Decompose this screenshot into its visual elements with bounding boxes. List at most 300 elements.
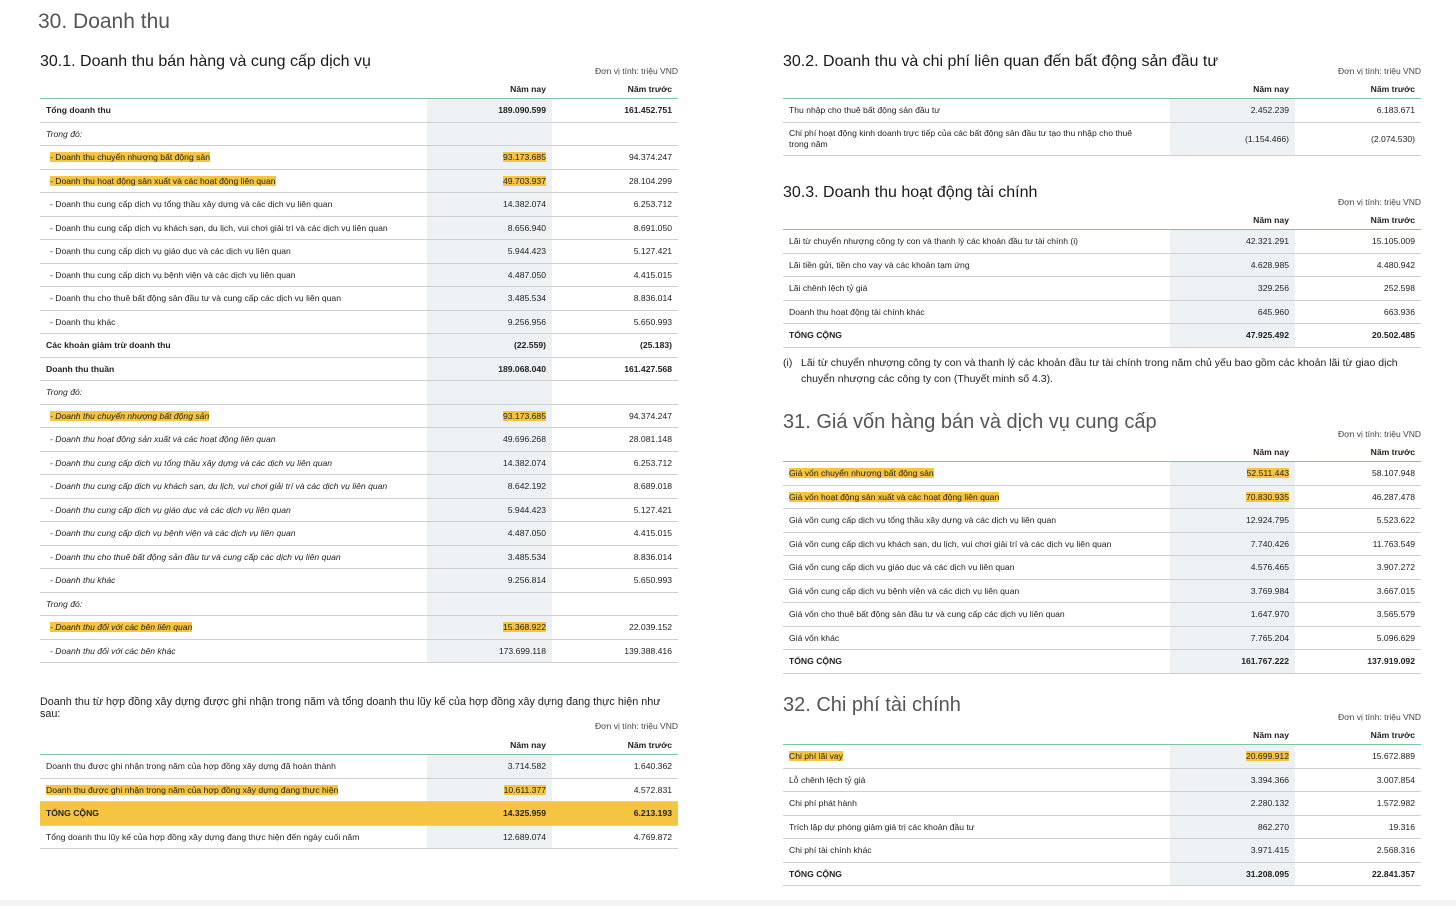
current-year-value xyxy=(427,616,552,640)
table-row xyxy=(783,768,1421,792)
row-label-text: Giá vốn hoạt động sản xuất và các hoạt động liên quan xyxy=(789,491,1000,502)
row-label-text: Doanh thu được ghi nhận trong năm của hợp đồng xây dựng đang thực hiện xyxy=(46,784,339,795)
row-label xyxy=(783,650,1170,674)
table-row xyxy=(40,99,678,123)
unit-label: Đơn vị tính: triệu VND xyxy=(1337,712,1421,722)
previous-year-value: 3.907.272 xyxy=(1295,556,1421,580)
current-year-text: 15.368.922 xyxy=(502,622,546,633)
section-31 xyxy=(783,411,1421,439)
current-year-value xyxy=(427,522,552,546)
current-year-text: 4.487.050 xyxy=(507,528,546,539)
row-label xyxy=(783,230,1170,254)
row-label xyxy=(783,745,1170,769)
current-year-text: 8.656.940 xyxy=(507,222,546,233)
previous-year-value: 2.568.316 xyxy=(1295,839,1421,863)
construction-intro: Doanh thu từ hợp đồng xây dựng được ghi nhận trong năm và tổng doanh thu lũy kế của hợp đồng xây dựng đang thực hiện như sau: xyxy=(40,696,661,720)
current-year-text: 1.647.970 xyxy=(1250,609,1289,620)
row-label xyxy=(40,357,427,381)
current-year-value xyxy=(1170,230,1295,254)
row-label xyxy=(783,324,1170,348)
current-year-value xyxy=(427,310,552,334)
table-row xyxy=(40,404,678,428)
table-row xyxy=(40,310,678,334)
current-year-text: (22.559) xyxy=(513,340,546,351)
current-year-value xyxy=(427,99,552,123)
current-year-text: 2.280.132 xyxy=(1250,798,1289,809)
table-row xyxy=(40,498,678,522)
current-year-value xyxy=(427,802,552,826)
header-label xyxy=(783,443,1170,462)
current-year-text: 7.765.204 xyxy=(1250,632,1289,643)
current-year-value xyxy=(427,825,552,849)
previous-year-value xyxy=(552,381,678,405)
previous-year-value: 5.096.629 xyxy=(1295,626,1421,650)
current-year-value xyxy=(1170,122,1295,155)
row-label xyxy=(783,485,1170,509)
current-year-text: 12.924.795 xyxy=(1245,515,1289,526)
current-year-value xyxy=(1170,324,1295,348)
current-year-value xyxy=(427,240,552,264)
current-year-text: 3.394.366 xyxy=(1250,774,1289,785)
table-row xyxy=(783,324,1421,348)
row-label-text: - Doanh thu cung cấp dịch vụ bệnh viện và các dịch vụ liên quan xyxy=(50,269,296,280)
row-label-text: Các khoản giảm trừ doanh thu xyxy=(46,340,171,351)
previous-year-value: 3.007.854 xyxy=(1295,768,1421,792)
footnote-i xyxy=(783,355,1421,387)
current-year-value xyxy=(427,639,552,663)
current-year-value xyxy=(1170,485,1295,509)
header-previous-year: Năm trước xyxy=(1295,726,1421,745)
row-label-line-1: Chi phí hoạt động kinh doanh trực tiếp của các bất động sản đầu tư tạo thu nhập cho thuê xyxy=(789,127,1133,138)
section-30-3 xyxy=(783,184,1421,207)
row-label-text: - Doanh thu cung cấp dịch vụ khách sạn, du lịch, vui chơi giải trí và các dịch vụ liên quan xyxy=(50,481,388,492)
current-year-text: 14.382.074 xyxy=(502,457,546,468)
current-year-text: 93.173.685 xyxy=(502,152,546,163)
current-year-value xyxy=(1170,277,1295,301)
row-label xyxy=(783,532,1170,556)
row-label xyxy=(783,122,1170,155)
row-label-text: TỔNG CỘNG xyxy=(789,330,842,341)
table-row xyxy=(40,522,678,546)
current-year-text: 2.452.239 xyxy=(1250,105,1289,116)
row-label-text: Tổng doanh thu lũy kế của hợp đồng xây dựng đang thực hiện đến ngày cuối năm xyxy=(46,831,360,842)
current-year-value xyxy=(427,778,552,802)
current-year-text: 52.511.443 xyxy=(1246,468,1289,479)
current-year-text: 645.960 xyxy=(1257,306,1289,317)
row-label-text: Giá vốn khác xyxy=(789,632,840,643)
current-year-text: 12.689.074 xyxy=(502,831,546,842)
current-year-value xyxy=(427,569,552,593)
current-year-value xyxy=(1170,556,1295,580)
previous-year-value: (2.074.530) xyxy=(1295,122,1421,155)
row-label xyxy=(40,263,427,287)
current-year-value xyxy=(427,357,552,381)
current-year-text: (1.154.466) xyxy=(1245,133,1289,144)
current-year-text: 3.971.415 xyxy=(1250,845,1289,856)
table-row xyxy=(783,509,1421,533)
current-year-text: 49.703.937 xyxy=(502,175,546,186)
previous-year-value: 8.836.014 xyxy=(552,545,678,569)
current-year-text: 49.696.268 xyxy=(502,434,546,445)
current-year-value xyxy=(427,193,552,217)
section-title: 30.3. Doanh thu hoạt động tài chính xyxy=(783,184,1038,201)
previous-year-value: 6.253.712 xyxy=(552,451,678,475)
row-label xyxy=(40,287,427,311)
row-label xyxy=(40,616,427,640)
section-30-2 xyxy=(783,53,1421,76)
row-label xyxy=(783,462,1170,486)
row-label xyxy=(783,99,1170,123)
table-row xyxy=(40,146,678,170)
table-row xyxy=(40,825,678,849)
previous-year-value: 663.936 xyxy=(1295,300,1421,324)
table-row xyxy=(40,616,678,640)
previous-year-value: 4.480.942 xyxy=(1295,253,1421,277)
row-label-text: - Doanh thu khác xyxy=(50,575,116,586)
previous-year-value: 1.640.362 xyxy=(552,755,678,779)
current-year-value xyxy=(1170,462,1295,486)
current-year-value xyxy=(1170,603,1295,627)
header-current-year: Năm nay xyxy=(427,736,552,755)
table-row xyxy=(40,592,678,616)
row-label-text: Trong đó: xyxy=(46,598,83,609)
row-label xyxy=(783,792,1170,816)
current-year-value xyxy=(427,404,552,428)
row-label-line-2: trong năm xyxy=(789,138,828,149)
cost-of-goods-table xyxy=(783,443,1421,674)
row-label-text: TỔNG CỘNG xyxy=(789,868,842,879)
row-label xyxy=(783,862,1170,886)
row-label-text: Trong đó: xyxy=(46,387,83,398)
table-row xyxy=(783,556,1421,580)
previous-year-value: 6.253.712 xyxy=(552,193,678,217)
current-year-text: 9.256.814 xyxy=(507,575,546,586)
header-label xyxy=(783,80,1170,99)
row-label xyxy=(40,310,427,334)
previous-year-value: 5.650.993 xyxy=(552,310,678,334)
row-label-text: - Doanh thu hoạt động sản xuất và các hoạt động liên quan xyxy=(50,434,276,445)
current-year-value xyxy=(427,146,552,170)
previous-year-value: 6.183.671 xyxy=(1295,99,1421,123)
row-label-text: - Doanh thu hoạt động sản xuất và các hoạt động liên quan xyxy=(50,175,276,186)
current-year-value xyxy=(427,545,552,569)
current-year-text: 7.740.426 xyxy=(1250,538,1289,549)
header-current-year: Năm nay xyxy=(1170,726,1295,745)
row-label xyxy=(40,475,427,499)
current-year-value xyxy=(427,451,552,475)
header-label xyxy=(40,80,427,99)
table-row xyxy=(783,603,1421,627)
current-year-text: 4.576.465 xyxy=(1250,562,1289,573)
current-year-value xyxy=(427,428,552,452)
table-row xyxy=(40,569,678,593)
table-row xyxy=(40,428,678,452)
row-label-text: Tổng doanh thu xyxy=(46,105,111,116)
current-year-value xyxy=(1170,99,1295,123)
unit-label: Đơn vị tính: triệu VND xyxy=(594,721,678,731)
row-label xyxy=(40,334,427,358)
row-label-text: - Doanh thu cung cấp dịch vụ tổng thầu xây dựng và các dịch vụ liên quan xyxy=(50,457,333,468)
row-label-text: Chi phí lãi vay xyxy=(789,751,843,762)
header-current-year: Năm nay xyxy=(427,80,552,99)
current-year-text: 9.256.956 xyxy=(507,316,546,327)
previous-year-value: 22.841.357 xyxy=(1295,862,1421,886)
table-row xyxy=(783,815,1421,839)
row-label-text: - Doanh thu cho thuê bất động sản đầu tư và cung cấp các dịch vụ liên quan xyxy=(50,293,341,304)
row-label xyxy=(783,509,1170,533)
current-year-value xyxy=(427,592,552,616)
unit-label: Đơn vị tính: triệu VND xyxy=(1337,66,1421,76)
row-label-text: - Doanh thu cung cấp dịch vụ giáo dục và các dịch vụ liên quan xyxy=(50,504,291,515)
row-label xyxy=(40,404,427,428)
row-label-text: - Doanh thu đối với các bên liên quan xyxy=(50,622,193,633)
row-label-text: Thu nhập cho thuê bất động sản đầu tư xyxy=(789,105,941,116)
investment-property-table xyxy=(783,80,1421,156)
table-row xyxy=(783,99,1421,123)
row-label-text: Chi phí phát hành xyxy=(789,798,857,809)
row-label xyxy=(40,522,427,546)
current-year-value xyxy=(427,498,552,522)
previous-year-value: 161.452.751 xyxy=(552,99,678,123)
section-30-1 xyxy=(40,53,678,76)
section-title: 30.2. Doanh thu và chi phí liên quan đến bất động sản đầu tư xyxy=(783,53,1219,70)
row-label xyxy=(40,825,427,849)
row-label-text: - Doanh thu cung cấp dịch vụ giáo dục và các dịch vụ liên quan xyxy=(50,246,291,257)
current-year-value xyxy=(1170,300,1295,324)
table-row xyxy=(783,579,1421,603)
section-title: 32. Chi phí tài chính xyxy=(783,694,961,716)
row-label xyxy=(40,240,427,264)
current-year-text: 20.699.912 xyxy=(1245,751,1289,762)
current-year-text: 47.925.492 xyxy=(1245,330,1289,341)
row-label-text: Lãi từ chuyển nhượng công ty con và thanh lý các khoản đầu tư tài chính (i) xyxy=(789,236,1078,247)
row-label-text: TỔNG CỘNG xyxy=(46,808,99,819)
row-label xyxy=(40,381,427,405)
table-row xyxy=(40,263,678,287)
previous-year-value: 8.836.014 xyxy=(552,287,678,311)
previous-year-value: 15.672.889 xyxy=(1295,745,1421,769)
current-year-value xyxy=(427,287,552,311)
unit-label: Đơn vị tính: triệu VND xyxy=(594,66,678,76)
header-current-year: Năm nay xyxy=(1170,443,1295,462)
table-row xyxy=(40,334,678,358)
previous-year-value: 4.415.015 xyxy=(552,263,678,287)
row-label xyxy=(40,755,427,779)
table-row xyxy=(783,626,1421,650)
row-label xyxy=(783,556,1170,580)
row-label-text: - Doanh thu cung cấp dịch vụ khách sạn, du lịch, vui chơi giải trí và các dịch vụ liên quan xyxy=(50,222,388,233)
previous-year-value: 5.650.993 xyxy=(552,569,678,593)
header-previous-year: Năm trước xyxy=(1295,443,1421,462)
current-year-value xyxy=(427,216,552,240)
header-label xyxy=(783,726,1170,745)
current-year-value xyxy=(1170,768,1295,792)
table-row xyxy=(40,381,678,405)
section-title: 30.1. Doanh thu bán hàng và cung cấp dịch vụ xyxy=(40,53,371,70)
row-label-text: Chi phí tài chính khác xyxy=(789,845,872,856)
previous-year-value: 28.104.299 xyxy=(552,169,678,193)
current-year-text: 93.173.685 xyxy=(502,410,546,421)
previous-year-value: 3.565.579 xyxy=(1295,603,1421,627)
row-label-text: Lỗ chênh lệch tỷ giá xyxy=(789,774,866,785)
current-year-text: 42.321.291 xyxy=(1245,236,1289,247)
current-year-value xyxy=(427,381,552,405)
current-year-value xyxy=(1170,626,1295,650)
row-label xyxy=(40,99,427,123)
financial-income-table xyxy=(783,211,1421,348)
table-row xyxy=(783,745,1421,769)
row-label-text: Giá vốn cung cấp dịch vụ bệnh viện và các dịch vụ liên quan xyxy=(789,585,1020,596)
row-label-text: Lãi tiền gửi, tiền cho vay và các khoản tạm ứng xyxy=(789,259,970,270)
row-label xyxy=(783,277,1170,301)
table-row xyxy=(783,839,1421,863)
row-label xyxy=(40,545,427,569)
construction-table xyxy=(40,736,678,849)
row-label xyxy=(40,193,427,217)
row-label xyxy=(40,169,427,193)
row-label xyxy=(783,603,1170,627)
table-row xyxy=(40,122,678,146)
header-label xyxy=(40,736,427,755)
previous-year-value: 5.127.421 xyxy=(552,498,678,522)
previous-year-value: 20.502.485 xyxy=(1295,324,1421,348)
current-year-text: 14.382.074 xyxy=(502,199,546,210)
row-label xyxy=(783,626,1170,650)
current-year-text: 161.767.222 xyxy=(1241,656,1289,667)
previous-year-value: 28.081.148 xyxy=(552,428,678,452)
row-label-text: Giá vốn chuyển nhượng bất động sản xyxy=(789,468,934,479)
previous-year-value: 58.107.948 xyxy=(1295,462,1421,486)
previous-year-value: 94.374.247 xyxy=(552,146,678,170)
table-row xyxy=(783,462,1421,486)
current-year-value xyxy=(1170,815,1295,839)
current-year-text: 8.642.192 xyxy=(507,481,546,492)
table-row xyxy=(40,451,678,475)
previous-year-value: 3.667.015 xyxy=(1295,579,1421,603)
current-year-text: 31.208.095 xyxy=(1245,868,1289,879)
row-label xyxy=(40,146,427,170)
current-year-text: 189.090.599 xyxy=(498,105,546,116)
footnote-mark: (i) xyxy=(783,357,793,369)
page-bottom-edge xyxy=(0,900,1456,906)
row-label xyxy=(40,569,427,593)
table-row xyxy=(40,802,678,826)
row-label-text: - Doanh thu cung cấp dịch vụ tổng thầu xây dựng và các dịch vụ liên quan xyxy=(50,199,333,210)
row-label-text: - Doanh thu cung cấp dịch vụ bệnh viện và các dịch vụ liên quan xyxy=(50,528,296,539)
table-row xyxy=(40,169,678,193)
table-row xyxy=(40,287,678,311)
unit-label: Đơn vị tính: triệu VND xyxy=(1337,429,1421,439)
row-label-text: Trong đó: xyxy=(46,128,83,139)
row-label xyxy=(40,428,427,452)
previous-year-value: 15.105.009 xyxy=(1295,230,1421,254)
row-label-text: Lãi chênh lệch tỷ giá xyxy=(789,283,868,294)
current-year-text: 4.487.050 xyxy=(507,269,546,280)
header-previous-year: Năm trước xyxy=(552,736,678,755)
table-row xyxy=(40,545,678,569)
previous-year-value: 252.598 xyxy=(1295,277,1421,301)
table-row xyxy=(783,277,1421,301)
previous-year-value: 161.427.568 xyxy=(552,357,678,381)
current-year-value xyxy=(427,122,552,146)
table-row xyxy=(40,778,678,802)
table-row xyxy=(40,357,678,381)
table-row xyxy=(783,792,1421,816)
row-label-text: Giá vốn cung cấp dịch vụ giáo dục và các dịch vụ liên quan xyxy=(789,562,1015,573)
table-row xyxy=(40,475,678,499)
previous-year-value xyxy=(552,122,678,146)
row-label xyxy=(40,498,427,522)
previous-year-value: 139.388.416 xyxy=(552,639,678,663)
current-year-text: 14.325.959 xyxy=(502,808,546,819)
row-label xyxy=(783,579,1170,603)
previous-year-value: 11.763.549 xyxy=(1295,532,1421,556)
previous-year-value: 19.316 xyxy=(1295,815,1421,839)
current-year-text: 3.769.984 xyxy=(1250,585,1289,596)
table-row xyxy=(40,193,678,217)
revenue-table xyxy=(40,80,678,663)
previous-year-value: 5.127.421 xyxy=(552,240,678,264)
previous-year-value: 46.287.478 xyxy=(1295,485,1421,509)
current-year-text: 5.944.423 xyxy=(507,246,546,257)
section-title: 31. Giá vốn hàng bán và dịch vụ cung cấp xyxy=(783,411,1157,433)
table-row xyxy=(783,532,1421,556)
table-row xyxy=(783,300,1421,324)
table-row xyxy=(783,230,1421,254)
current-year-value xyxy=(1170,792,1295,816)
financial-expense-table xyxy=(783,726,1421,886)
row-label xyxy=(40,639,427,663)
row-label-text: Doanh thu hoạt động tài chính khác xyxy=(789,306,925,317)
previous-year-value: 4.572.831 xyxy=(552,778,678,802)
section-32 xyxy=(783,694,1421,722)
current-year-text: 3.714.582 xyxy=(507,761,546,772)
current-year-text: 189.068.040 xyxy=(498,363,546,374)
previous-year-value: 22.039.152 xyxy=(552,616,678,640)
previous-year-value: 137.919.092 xyxy=(1295,650,1421,674)
row-label xyxy=(40,592,427,616)
row-label xyxy=(783,768,1170,792)
previous-year-value: 94.374.247 xyxy=(552,404,678,428)
current-year-text: 70.830.935 xyxy=(1245,491,1289,502)
header-label xyxy=(783,211,1170,230)
table-row xyxy=(40,240,678,264)
row-label xyxy=(783,253,1170,277)
table-row xyxy=(783,650,1421,674)
current-year-value xyxy=(1170,839,1295,863)
current-year-value xyxy=(1170,650,1295,674)
row-label xyxy=(40,216,427,240)
table-row xyxy=(783,122,1421,155)
row-label-text: - Doanh thu chuyển nhượng bất động sản xyxy=(50,410,210,421)
current-year-value xyxy=(427,755,552,779)
row-label xyxy=(783,815,1170,839)
current-year-value xyxy=(1170,509,1295,533)
previous-year-value: 1.572.982 xyxy=(1295,792,1421,816)
table-row xyxy=(40,639,678,663)
previous-year-value: 4.415.015 xyxy=(552,522,678,546)
row-label xyxy=(783,300,1170,324)
previous-year-value: 8.689.018 xyxy=(552,475,678,499)
table-row xyxy=(783,253,1421,277)
row-label-text: TỔNG CỘNG xyxy=(789,656,842,667)
current-year-value xyxy=(427,334,552,358)
unit-label: Đơn vị tính: triệu VND xyxy=(1337,197,1421,207)
previous-year-value: 8.691.050 xyxy=(552,216,678,240)
current-year-text: 3.485.534 xyxy=(507,293,546,304)
header-previous-year: Năm trước xyxy=(1295,211,1421,230)
current-year-text: 3.485.534 xyxy=(507,551,546,562)
